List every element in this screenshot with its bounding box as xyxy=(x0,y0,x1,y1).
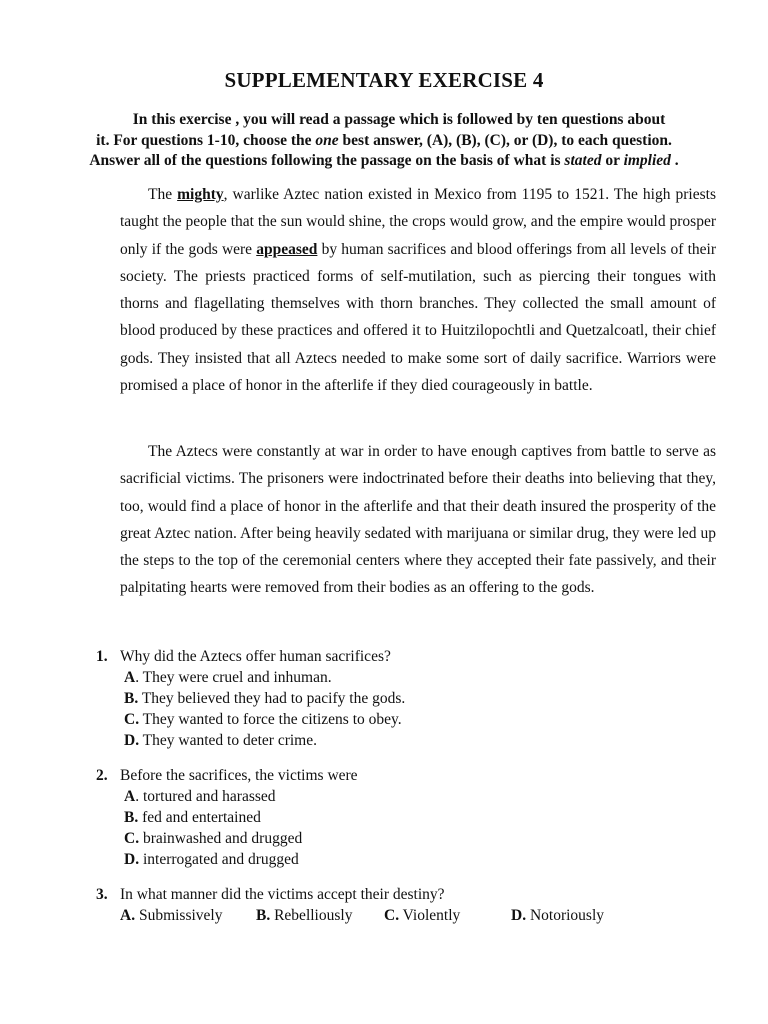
answer-option xyxy=(96,688,736,709)
keyword-mighty: mighty xyxy=(177,186,224,203)
question-3 xyxy=(96,884,736,926)
question-number: 3. xyxy=(96,886,108,903)
option-letter: A. xyxy=(120,907,136,924)
instructions-line-1: In this exercise , you will read a passage which is followed by ten questions about xyxy=(132,111,666,128)
option-text: brainwashed and drugged xyxy=(139,830,303,847)
option-letter: C. xyxy=(124,711,140,728)
instructions-text: best answer, (A), (B), (C), or (D), to each question. xyxy=(338,131,672,149)
question-stem: Before the sacrifices, the victims were xyxy=(120,767,358,784)
option-text: Notoriously xyxy=(526,907,605,924)
answer-option xyxy=(96,849,736,870)
answer-option xyxy=(256,905,384,926)
option-text: They wanted to force the citizens to obey. xyxy=(139,711,402,728)
instructions xyxy=(40,110,728,172)
keyword-appeased: appeased xyxy=(256,240,318,258)
option-text: They wanted to deter crime. xyxy=(139,732,317,749)
question-2 xyxy=(96,765,736,870)
option-text: Violently xyxy=(399,907,461,924)
question-stem: Why did the Aztecs offer human sacrifices? xyxy=(120,648,391,665)
page-title: SUPPLEMENTARY EXERCISE 4 xyxy=(224,68,544,92)
passage-text: The Aztecs were constantly at war in order to have enough captives from battle to serve as sacrificial victims. The prisoners were indoctrinated before their deaths into believing that they, too, would find a place of honor in the afterlife and that their death insured the prosperity of the great Aztec nation. After being heavily sedated with marijuana or similar drug, they were led up the steps to the top of the ceremonial centers where they accepted their fate passively, and their palpitating hearts were removed from their bodies as an offering to the gods. xyxy=(120,443,716,597)
answer-option xyxy=(96,786,736,807)
question-number: 1. xyxy=(96,648,108,665)
option-letter: D. xyxy=(124,732,140,749)
instructions-emphasis-stated: stated xyxy=(564,152,602,169)
option-letter: B. xyxy=(256,907,271,924)
passage-text: The xyxy=(148,186,178,203)
answer-option xyxy=(96,667,736,688)
question-number: 2. xyxy=(96,767,108,784)
option-letter: A xyxy=(124,669,136,686)
option-text: They believed they had to pacify the gods. xyxy=(138,690,406,707)
answer-option xyxy=(120,905,256,926)
option-text: They were cruel and inhuman. xyxy=(139,669,332,686)
instructions-text: or xyxy=(601,152,624,169)
instructions-emphasis-one: one xyxy=(315,131,339,149)
passage-paragraph-1 xyxy=(120,181,716,399)
answer-option xyxy=(96,807,736,828)
option-separator: . xyxy=(135,669,140,686)
option-separator: . xyxy=(135,788,140,805)
option-letter: A xyxy=(124,788,136,805)
option-text: fed and entertained xyxy=(138,809,261,826)
passage-text: , warlike Aztec nation existed in Mexico from 1195 to 1521. The high priests taught the people that the sun would shine, the crops would grow, and the empire would prosper only if the gods were xyxy=(120,186,716,258)
option-letter: C. xyxy=(124,830,140,847)
instructions-text: . xyxy=(670,152,679,169)
question-1 xyxy=(96,646,736,751)
question-stem: In what manner did the victims accept their destiny? xyxy=(120,886,445,903)
answer-option xyxy=(511,905,604,926)
answer-option xyxy=(384,905,511,926)
answer-option xyxy=(96,828,736,849)
instructions-text: Answer all of the questions following the passage on the basis of what is xyxy=(89,152,565,169)
instructions-emphasis-implied: implied xyxy=(623,152,671,169)
option-letter: D. xyxy=(124,851,140,868)
option-letter: B. xyxy=(124,690,139,707)
instructions-line-3 xyxy=(40,151,728,172)
answer-option xyxy=(96,709,736,730)
instructions-line-2 xyxy=(40,131,728,152)
option-text: Rebelliously xyxy=(270,907,353,924)
option-text: interrogated and drugged xyxy=(139,851,299,868)
answer-option xyxy=(96,730,736,751)
passage-text: by human sacrifices and blood offerings from all levels of their society. The priests practiced forms of self-mutilation, such as piercing their tongues with thorns and flagellating themselves with thorn branches. They collected the small amount of blood produced by these practices and offered it to Huitzilopochtli and Quetzalcoatl, their chief gods. They insisted that all Aztecs needed to make some sort of daily sacrifice. Warriors were promised a place of honor in the afterlife if they died courageously in battle. xyxy=(120,240,717,395)
instructions-text: it. For questions 1-10, choose the xyxy=(96,131,316,149)
answer-options-row xyxy=(96,905,736,926)
option-letter: B. xyxy=(124,809,139,826)
option-text: tortured and harassed xyxy=(139,788,276,805)
option-letter: D. xyxy=(511,907,527,924)
passage-paragraph-2 xyxy=(120,438,716,602)
option-letter: C. xyxy=(384,907,400,924)
option-text: Submissively xyxy=(135,907,223,924)
